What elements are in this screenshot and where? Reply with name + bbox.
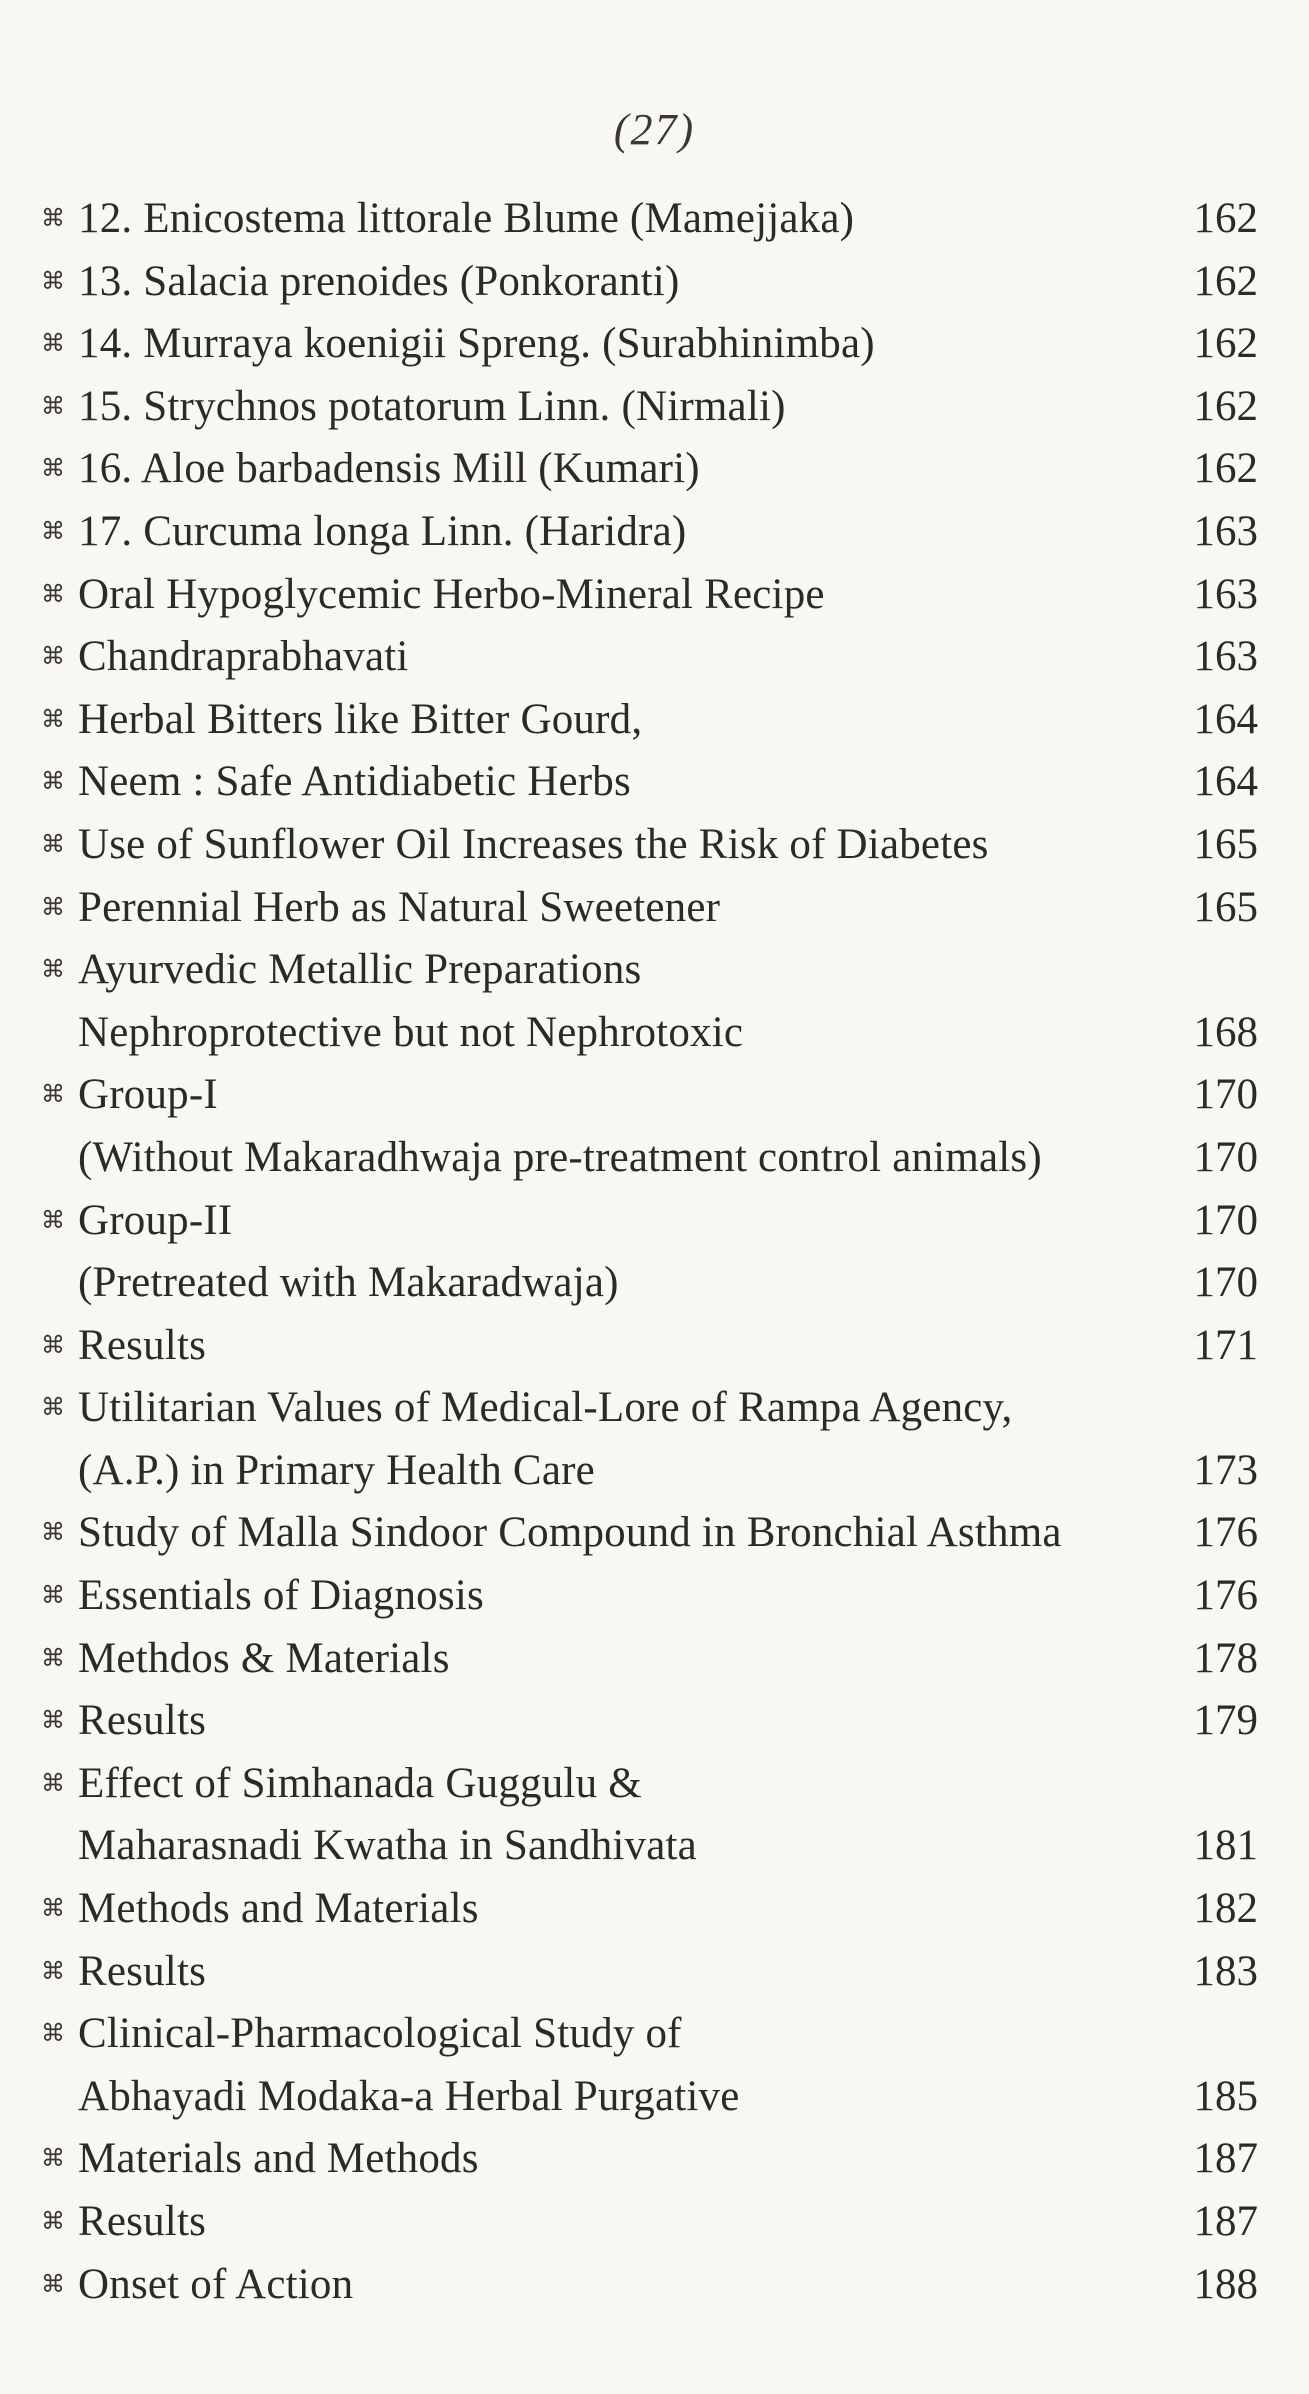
bullet-marker-icon: ⌘ bbox=[41, 581, 65, 608]
toc-entry bbox=[38, 1690, 1258, 1753]
toc-entry bbox=[38, 1127, 1258, 1190]
toc-entry-title: Methods and Materials bbox=[78, 1885, 479, 1933]
toc-entry-title: 14. Murraya koenigii Spreng. (Surabhinimba) bbox=[78, 320, 875, 368]
toc-entry-title: (Without Makaradhwaja pre-treatment control animals) bbox=[78, 1133, 1042, 1181]
toc-entry-title: Utilitarian Values of Medical-Lore of Rampa Agency, bbox=[78, 1384, 1013, 1432]
toc-entry-title: Ayurvedic Metallic Preparations bbox=[78, 946, 642, 994]
toc-entry-title: (A.P.) in Primary Health Care bbox=[78, 1446, 595, 1494]
toc-entry bbox=[38, 188, 1258, 251]
toc-entry-title: Oral Hypoglycemic Herbo-Mineral Recipe bbox=[78, 570, 825, 618]
toc-entry-title: Results bbox=[78, 2198, 207, 2245]
toc-entry-title: 12. Enicostema littorale Blume (Mamejjaka) bbox=[78, 195, 855, 242]
toc-entry-page-number: 183 bbox=[1193, 1947, 1258, 1995]
toc-entry-title: Materials and Methods bbox=[78, 2135, 479, 2183]
toc-entry-page-number: 170 bbox=[1193, 1196, 1258, 1244]
toc-entry-page-number: 178 bbox=[1193, 1634, 1258, 1682]
bullet-marker-icon: ⌘ bbox=[41, 1583, 65, 1610]
toc-entry-title: Group-I bbox=[78, 1071, 218, 1119]
toc-entry bbox=[38, 1190, 1258, 1253]
toc-entry-title: Onset of Action bbox=[78, 2260, 354, 2308]
toc-entry-title: Perennial Herb as Natural Sweetener bbox=[78, 883, 721, 931]
toc-entry bbox=[38, 438, 1258, 501]
toc-entry-title: Clinical-Pharmacological Study of bbox=[78, 2010, 682, 2058]
bullet-marker-icon: ⌘ bbox=[41, 1520, 65, 1547]
toc-entry bbox=[38, 1941, 1258, 2004]
toc-entry bbox=[38, 877, 1258, 940]
toc-entry-page-number: 170 bbox=[1193, 1259, 1258, 1307]
toc-entry-title: Use of Sunflower Oil Increases the Risk of Diabetes bbox=[78, 820, 989, 868]
toc-entry-page-number: 165 bbox=[1193, 883, 1258, 931]
toc-entry-page-number: 176 bbox=[1193, 1572, 1258, 1620]
bullet-marker-icon: ⌘ bbox=[41, 268, 65, 295]
toc-entry-title: Maharasnadi Kwatha in Sandhivata bbox=[78, 1822, 697, 1870]
bullet-marker-icon: ⌘ bbox=[41, 769, 65, 796]
toc-entry-page-number: 168 bbox=[1193, 1008, 1258, 1056]
toc-entry-page-number: 187 bbox=[1193, 2135, 1258, 2183]
toc-entry-page-number: 173 bbox=[1193, 1446, 1258, 1494]
toc-entry-page-number: 170 bbox=[1193, 1133, 1258, 1181]
toc-entry-page-number: 162 bbox=[1193, 382, 1258, 430]
toc-entry-page-number: 188 bbox=[1193, 2260, 1258, 2308]
toc-entry-title: Neem : Safe Antidiabetic Herbs bbox=[78, 758, 631, 806]
toc-entry-page-number: 176 bbox=[1193, 1509, 1258, 1557]
toc-entry bbox=[38, 689, 1258, 752]
toc-entry-page-number: 170 bbox=[1193, 1071, 1258, 1119]
toc-entry-page-number: 163 bbox=[1193, 570, 1258, 618]
toc-entry bbox=[38, 1753, 1258, 1816]
toc-entry-title: 17. Curcuma longa Linn. (Haridra) bbox=[78, 507, 687, 555]
toc-entry-page-number: 164 bbox=[1193, 758, 1258, 806]
toc-entry-title: 15. Strychnos potatorum Linn. (Nirmali) bbox=[78, 382, 786, 430]
toc-entry-title: Results bbox=[78, 1947, 207, 1995]
table-of-contents bbox=[38, 188, 1258, 2316]
toc-entry bbox=[38, 251, 1258, 314]
toc-entry bbox=[38, 501, 1258, 564]
bullet-marker-icon: ⌘ bbox=[41, 957, 65, 984]
bullet-marker-icon: ⌘ bbox=[41, 1395, 65, 1422]
toc-entry-title: Abhayadi Modaka-a Herbal Purgative bbox=[78, 2072, 740, 2120]
toc-entry bbox=[38, 1002, 1258, 1065]
toc-entry bbox=[38, 1878, 1258, 1941]
toc-entry-page-number: 162 bbox=[1193, 257, 1258, 305]
bullet-marker-icon: ⌘ bbox=[41, 644, 65, 671]
bullet-marker-icon: ⌘ bbox=[41, 206, 65, 232]
bullet-marker-icon: ⌘ bbox=[41, 393, 65, 420]
toc-entry-page-number: 187 bbox=[1193, 2198, 1258, 2245]
bullet-marker-icon: ⌘ bbox=[41, 2271, 65, 2298]
bullet-marker-icon: ⌘ bbox=[41, 456, 65, 483]
bullet-marker-icon: ⌘ bbox=[41, 331, 65, 358]
toc-entry-title: Methdos & Materials bbox=[78, 1634, 450, 1682]
toc-entry bbox=[38, 313, 1258, 376]
bullet-marker-icon: ⌘ bbox=[41, 1207, 65, 1234]
toc-entry-page-number: 163 bbox=[1193, 633, 1258, 681]
toc-entry-page-number: 162 bbox=[1193, 195, 1258, 242]
toc-entry-page-number: 163 bbox=[1193, 507, 1258, 555]
toc-entry bbox=[38, 626, 1258, 689]
bullet-marker-icon: ⌘ bbox=[41, 1770, 65, 1797]
toc-entry-title: Results bbox=[78, 1697, 207, 1745]
toc-entry-title: Essentials of Diagnosis bbox=[78, 1572, 484, 1620]
bullet-marker-icon: ⌘ bbox=[41, 518, 65, 545]
toc-entry bbox=[38, 751, 1258, 814]
bullet-marker-icon: ⌘ bbox=[41, 1332, 65, 1359]
bullet-marker-icon: ⌘ bbox=[41, 706, 65, 733]
toc-entry-page-number: 162 bbox=[1193, 320, 1258, 368]
toc-entry-page-number: 185 bbox=[1193, 2072, 1258, 2120]
bullet-marker-icon: ⌘ bbox=[41, 1645, 65, 1672]
toc-entry-page-number: 181 bbox=[1193, 1822, 1258, 1870]
bullet-marker-icon: ⌘ bbox=[41, 2209, 65, 2235]
bullet-marker-icon: ⌘ bbox=[41, 1082, 65, 1109]
toc-entry bbox=[38, 2191, 1258, 2254]
toc-entry bbox=[38, 1565, 1258, 1628]
toc-entry-page-number: 171 bbox=[1193, 1321, 1258, 1369]
bullet-marker-icon: ⌘ bbox=[41, 1958, 65, 1985]
toc-entry bbox=[38, 939, 1258, 1002]
bullet-marker-icon: ⌘ bbox=[41, 2021, 65, 2048]
toc-entry-page-number: 162 bbox=[1193, 445, 1258, 493]
toc-entry bbox=[38, 2066, 1258, 2129]
toc-entry bbox=[38, 1252, 1258, 1315]
bullet-marker-icon: ⌘ bbox=[41, 1708, 65, 1735]
toc-entry bbox=[38, 1815, 1258, 1878]
toc-entry-page-number: 165 bbox=[1193, 820, 1258, 868]
toc-entry bbox=[38, 814, 1258, 877]
toc-entry bbox=[38, 376, 1258, 439]
toc-entry-title: (Pretreated with Makaradwaja) bbox=[78, 1259, 619, 1307]
toc-entry-title: 16. Aloe barbadensis Mill (Kumari) bbox=[78, 445, 700, 493]
toc-entry-title: Group-II bbox=[78, 1196, 233, 1244]
toc-entry-title: Nephroprotective but not Nephrotoxic bbox=[78, 1008, 744, 1056]
toc-entry bbox=[38, 1502, 1258, 1565]
toc-entry bbox=[38, 564, 1258, 627]
toc-entry-page-number: 179 bbox=[1193, 1697, 1258, 1745]
toc-entry-title: Study of Malla Sindoor Compound in Bronchial Asthma bbox=[78, 1509, 1062, 1557]
bullet-marker-icon: ⌘ bbox=[41, 1896, 65, 1923]
toc-entry bbox=[38, 2254, 1258, 2317]
bullet-marker-icon: ⌘ bbox=[41, 2146, 65, 2173]
bullet-marker-icon: ⌘ bbox=[41, 831, 65, 858]
page-number: (27) bbox=[613, 105, 696, 154]
toc-entry bbox=[38, 1064, 1258, 1127]
toc-entry bbox=[38, 1315, 1258, 1378]
toc-entry-title: Chandraprabhavati bbox=[78, 633, 409, 681]
toc-entry-title: Results bbox=[78, 1321, 207, 1369]
toc-entry-title: 13. Salacia prenoides (Ponkoranti) bbox=[78, 257, 680, 305]
toc-entry bbox=[38, 2128, 1258, 2191]
toc-entry-title: Herbal Bitters like Bitter Gourd, bbox=[78, 695, 643, 743]
toc-entry-page-number: 164 bbox=[1193, 695, 1258, 743]
toc-entry bbox=[38, 1628, 1258, 1691]
toc-entry bbox=[38, 1440, 1258, 1503]
bullet-marker-icon: ⌘ bbox=[41, 894, 65, 921]
toc-entry bbox=[38, 1377, 1258, 1440]
toc-entry bbox=[38, 2003, 1258, 2066]
toc-entry-page-number: 182 bbox=[1193, 1885, 1258, 1933]
toc-entry-title: Effect of Simhanada Guggulu & bbox=[78, 1759, 642, 1807]
